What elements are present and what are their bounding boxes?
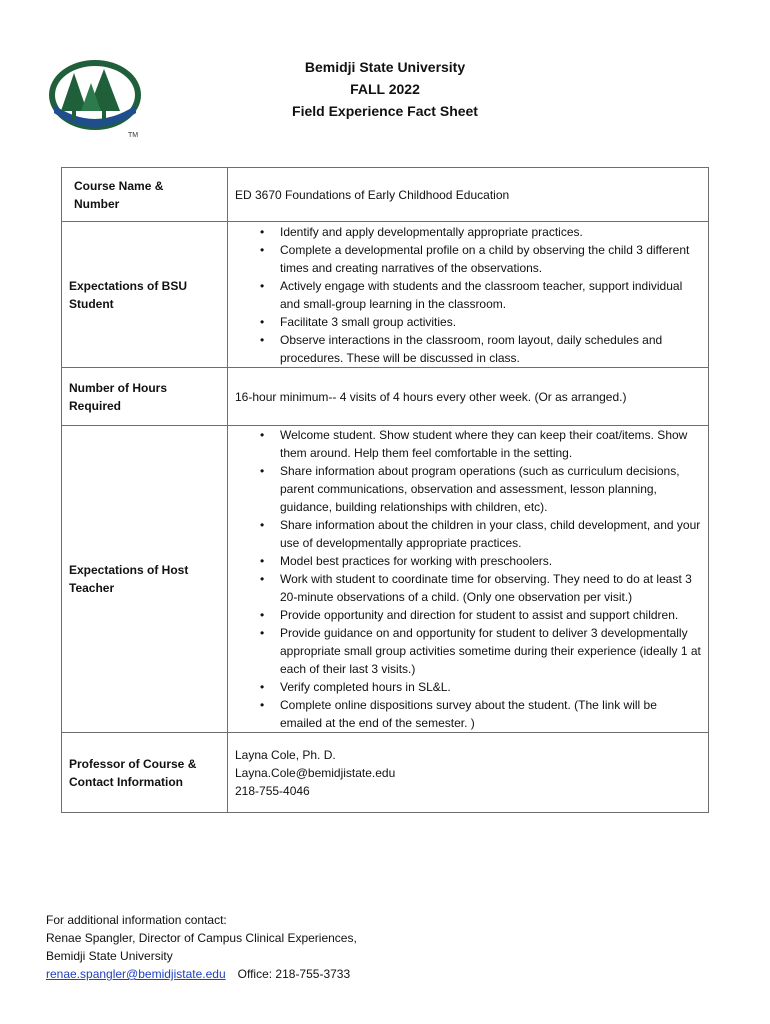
- table-row-professor: [62, 733, 709, 813]
- list-item: • Model best practices for working with preschoolers.: [280, 552, 701, 570]
- footer-email-link[interactable]: renae.spangler@bemidjistate.edu: [46, 967, 226, 981]
- list-item: • Observe interactions in the classroom, room layout, daily schedules and procedures. These will be discussed in class.: [280, 331, 701, 367]
- list-item: • Provide opportunity and direction for student to assist and support children.: [280, 606, 701, 624]
- course-value: ED 3670 Foundations of Early Childhood Education: [228, 168, 709, 222]
- professor-email[interactable]: Layna.Cole@bemidjistate.edu: [235, 765, 396, 780]
- student-expectations-label: Expectations of BSU Student: [62, 222, 228, 368]
- fact-table: [61, 167, 709, 813]
- footer-institution: Bemidji State University: [46, 949, 173, 963]
- professor-phone: 218-755-4046: [235, 783, 310, 798]
- host-expectations-list: [235, 426, 701, 732]
- professor-name: Layna Cole, Ph. D.: [235, 747, 336, 762]
- table-row-course: [62, 168, 709, 222]
- university-name: Bemidji State University: [304, 59, 466, 75]
- professor-label: Professor of Course & Contact Information: [62, 733, 228, 813]
- document-title: Field Experience Fact Sheet: [292, 103, 478, 119]
- footer-intro: For additional information contact:: [46, 913, 227, 927]
- footer-office-phone: Office: 218-755-3733: [237, 967, 351, 981]
- list-item: • Complete online dispositions survey about the student. (The link will be emailed at the end of the semester. ): [280, 696, 701, 732]
- list-item: • Work with student to coordinate time for observing. They need to do at least 3 20-minute observations of a child. (Only one observation per visit.): [280, 570, 701, 606]
- footer-email-line: [46, 965, 357, 983]
- hours-label: Number of Hours Required: [62, 368, 228, 426]
- list-item: • Verify completed hours in SL&L.: [280, 678, 701, 696]
- list-item: • Welcome student. Show student where they can keep their coat/items. Show them around. Help them feel comfortable in the setting.: [280, 426, 701, 462]
- document-header: [240, 56, 530, 122]
- list-item: • Provide guidance on and opportunity for student to deliver 3 developmentally appropriate small group activities sometime during their experience (ideally 1 at each of their last 3 visits.): [280, 624, 701, 678]
- list-item: • Share information about the children in your class, child development, and your use of developmentally appropriate practices.: [280, 516, 701, 552]
- table-row-hours: [62, 368, 709, 426]
- host-expectations-value: [228, 426, 709, 733]
- university-logo: [46, 55, 146, 145]
- footer-contact-name: Renae Spangler, Director of Campus Clinical Experiences,: [46, 931, 357, 945]
- course-label: Course Name & Number: [62, 168, 228, 222]
- list-item: • Complete a developmental profile on a child by observing the child 3 different times and creating narratives of the observations.: [280, 241, 701, 277]
- student-expectations-value: [228, 222, 709, 368]
- professor-contact: [228, 733, 709, 813]
- student-expectations-list: [235, 223, 701, 367]
- footer-contact: [46, 911, 357, 983]
- trademark-mark: TM: [128, 132, 139, 139]
- host-expectations-label: Expectations of Host Teacher: [62, 426, 228, 733]
- table-row-student-expectations: [62, 222, 709, 368]
- pine-trees-icon: [46, 55, 146, 145]
- table-row-host-expectations: [62, 426, 709, 733]
- term: FALL 2022: [350, 81, 420, 97]
- list-item: • Identify and apply developmentally appropriate practices.: [280, 223, 701, 241]
- list-item: • Share information about program operations (such as curriculum decisions, parent communications, observation and assessment, lesson planning, guidance, building relationships with children, etc).: [280, 462, 701, 516]
- list-item: • Actively engage with students and the classroom teacher, support individual and small-group learning in the classroom.: [280, 277, 701, 313]
- hours-value: 16-hour minimum-- 4 visits of 4 hours every other week. (Or as arranged.): [228, 368, 709, 426]
- list-item: • Facilitate 3 small group activities.: [280, 313, 701, 331]
